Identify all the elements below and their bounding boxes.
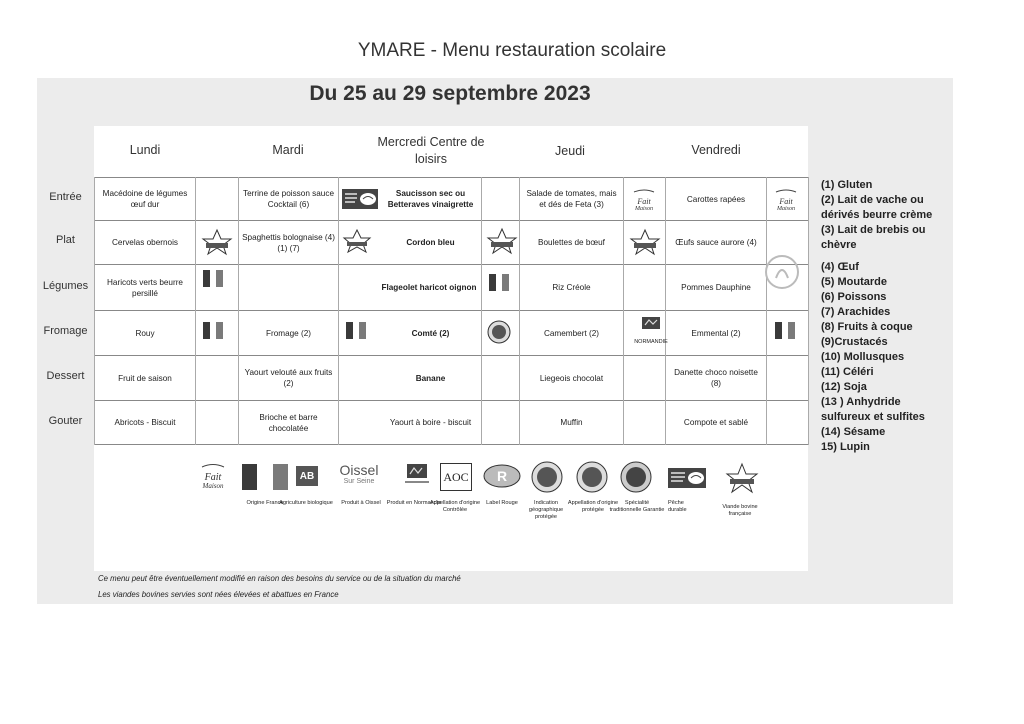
menu-cell-lundi-entree: Macédoine de légumes œuf dur: [102, 189, 188, 209]
allergen-item: 15) Lupin: [821, 441, 870, 453]
row-label-fromage: Fromage: [43, 325, 88, 337]
week-subtitle: Du 25 au 29 septembre 2023: [309, 82, 591, 105]
day-header-mercredi: Mercredi Centre de loisirs: [377, 135, 485, 166]
allergen-item: (13 ) Anhydride sulfureux et sulfites: [821, 396, 925, 423]
menu-cell-mercredi-legumes: Flageolet haricot oignon: [381, 283, 477, 292]
normandie-badge-label: NORMANDIE: [634, 339, 668, 345]
fait-maison-icon: [194, 462, 232, 492]
menu-cell-jeudi-fromage: Camembert (2): [543, 328, 600, 338]
produit-normandie-icon: [401, 464, 433, 488]
allergen-item: (7) Arachides: [821, 306, 891, 318]
aoc-icon: AOC: [440, 463, 472, 491]
menu-cell-mardi-fromage: Fromage (2): [265, 328, 312, 338]
menu-cell-mercredi-dessert: Banane: [415, 373, 446, 383]
menu-cell-jeudi-legumes: Riz Créole: [552, 283, 591, 292]
day-header-lundi: Lundi: [129, 143, 161, 157]
grid-line: [338, 177, 339, 445]
allergen-item: (1) Gluten: [821, 179, 873, 191]
legend-label: Pêche durable: [668, 500, 687, 513]
agriculture-biologique-icon: AB: [296, 466, 318, 486]
day-header-mardi: Mardi: [272, 143, 304, 157]
legend-label: Spécialité traditionnelle Garantie: [609, 500, 665, 513]
label-rouge-icon: [483, 463, 521, 489]
menu-cell-jeudi-entree: Salade de tomates, mais et dés de Feta (3): [526, 189, 617, 209]
allergen-item: (8) Fruits à coque: [821, 321, 913, 333]
legend-label: Label Rouge: [486, 500, 518, 506]
legend-label: Agriculture biologique: [279, 500, 333, 506]
aop-seal-icon: [487, 320, 511, 344]
row-label-legumes: Légumes: [42, 280, 89, 292]
legend-label: Produit en Normandie: [386, 500, 442, 506]
grid-line: [94, 444, 808, 445]
legend-label: Origine France: [246, 500, 284, 506]
svg-text:Fait: Fait: [779, 197, 793, 206]
menu-cell-vendredi-plat: Œufs sauce aurore (4): [675, 238, 757, 247]
row-label-plat: Plat: [56, 234, 75, 246]
legend-label: Indication géographique protégée: [528, 500, 564, 520]
day-header-vendredi: Vendredi: [691, 143, 741, 157]
fait-maison-icon: [770, 188, 802, 212]
menu-cell-jeudi-gouter: Muffin: [560, 418, 583, 427]
allergen-item: (12) Soja: [821, 381, 867, 393]
viande-bovine-francaise-icon: [200, 228, 234, 256]
grid-line: [808, 177, 809, 445]
grid-line: [623, 177, 624, 445]
allergen-item: (3) Lait de brebis ou chèvre: [821, 224, 926, 251]
menu-cell-vendredi-fromage: Emmental (2): [691, 328, 741, 338]
menu-cell-vendredi-dessert: Danette choco noisette (8): [674, 368, 758, 388]
label-rouge-letter: R: [496, 468, 508, 484]
stg-seal-icon: [620, 461, 652, 493]
menu-cell-lundi-legumes: Haricots verts beurre persillé: [107, 277, 183, 298]
viande-bovine-francaise-icon: [486, 227, 518, 255]
origin-france-flag-icon: [203, 270, 223, 287]
svg-text:Maison: Maison: [202, 482, 224, 490]
menu-cell-vendredi-gouter: Compote et sablé: [683, 418, 749, 427]
day-header-jeudi: Jeudi: [555, 144, 585, 158]
viande-bovine-francaise-icon: [629, 228, 661, 256]
fait-maison-icon: [628, 188, 660, 212]
legend-label: Appellation d'origine protégée: [567, 500, 619, 513]
allergen-item: (2) Lait de vache ou dérivés beurre crème: [821, 194, 933, 221]
menu-cell-mardi-gouter: Brioche et barre chocolatée: [259, 412, 318, 433]
menu-cell-mercredi-plat: Cordon bleu: [406, 238, 455, 247]
legend-label: Viande bovine française: [722, 504, 758, 517]
allergen-item: (6) Poissons: [821, 291, 887, 303]
legend-label: Appellation d'origine Contrôlée: [429, 500, 481, 513]
origin-france-flag-icon: [346, 322, 366, 339]
viande-bovine-francaise-icon: [342, 228, 372, 254]
row-label-entree: Entrée: [49, 191, 82, 203]
footer-note: Ce menu peut être éventuellement modifié en raison des besoins du service ou de la situation du marché: [98, 574, 461, 583]
grid-line: [766, 177, 767, 445]
svg-text:Fait: Fait: [637, 197, 651, 206]
origin-france-flag-icon: [203, 322, 223, 339]
menu-cell-mardi-dessert: Yaourt velouté aux fruits (2): [244, 368, 333, 388]
menu-cell-lundi-gouter: Abricots - Biscuit: [114, 418, 176, 427]
watermark-seal-icon: [764, 254, 800, 290]
footer-note: Les viandes bovines servies sont nées élevées et abattues en France: [98, 590, 339, 599]
menu-cell-lundi-fromage: Rouy: [135, 328, 155, 338]
menu-cell-mercredi-entree: Saucisson sec ou Betteraves vinaigrette: [387, 189, 474, 209]
msc-peche-durable-icon: [668, 468, 706, 488]
menu-cell-mercredi-gouter: Yaourt à boire - biscuit: [389, 418, 472, 427]
menu-cell-lundi-plat: Cervelas obernois: [112, 238, 178, 247]
legend-label: Produit à Oissel: [341, 500, 381, 506]
row-label-dessert: Dessert: [46, 370, 85, 382]
allergen-item: (5) Moutarde: [821, 276, 887, 288]
grid-line: [481, 177, 482, 445]
svg-text:Maison: Maison: [635, 206, 653, 212]
igp-seal-icon: [531, 461, 563, 493]
aop-seal-icon: [576, 461, 608, 493]
menu-cell-jeudi-dessert: Liegeois chocolat: [539, 373, 604, 383]
viande-bovine-francaise-icon: [724, 462, 760, 496]
origin-france-flag-icon: [775, 322, 795, 339]
menu-cell-vendredi-legumes: Pommes Dauphine: [681, 283, 751, 292]
allergen-item: (10) Mollusques: [821, 351, 905, 363]
allergen-list: [821, 178, 951, 455]
menu-cell-mardi-plat: Spaghettis bolognaise (4) (1) (7): [242, 232, 335, 253]
menu-cell-mardi-legumes: [239, 265, 338, 310]
page-title: YMARE - Menu restauration scolaire: [357, 40, 667, 61]
produit-normandie-icon: [634, 317, 668, 339]
oissel-logo: Oissel: [339, 462, 379, 478]
menu-cell-jeudi-plat: Boulettes de bœuf: [538, 238, 605, 247]
menu-cell-mercredi-fromage: Comté (2): [411, 328, 450, 338]
origin-france-flag-icon: [242, 464, 288, 490]
origin-france-flag-icon: [489, 274, 509, 291]
menu-cell-vendredi-entree: Carottes rapées: [686, 194, 746, 204]
svg-text:Maison: Maison: [777, 206, 795, 212]
allergen-item: (11) Céléri: [821, 366, 874, 378]
menu-cell-mardi-entree: Terrine de poisson sauce Cocktail (6): [242, 189, 335, 209]
row-label-gouter: Gouter: [48, 415, 83, 427]
oissel-logo-sub: Sur Seine: [343, 478, 375, 485]
grid-line: [195, 177, 196, 445]
allergen-item: (4) Œuf: [821, 261, 859, 273]
allergen-item: (9)Crustacés: [821, 336, 888, 348]
menu-cell-lundi-dessert: Fruit de saison: [118, 373, 172, 383]
allergen-item: (14) Sésame: [821, 426, 886, 438]
svg-text:Fait: Fait: [204, 472, 222, 483]
msc-peche-durable-icon: [342, 189, 378, 209]
